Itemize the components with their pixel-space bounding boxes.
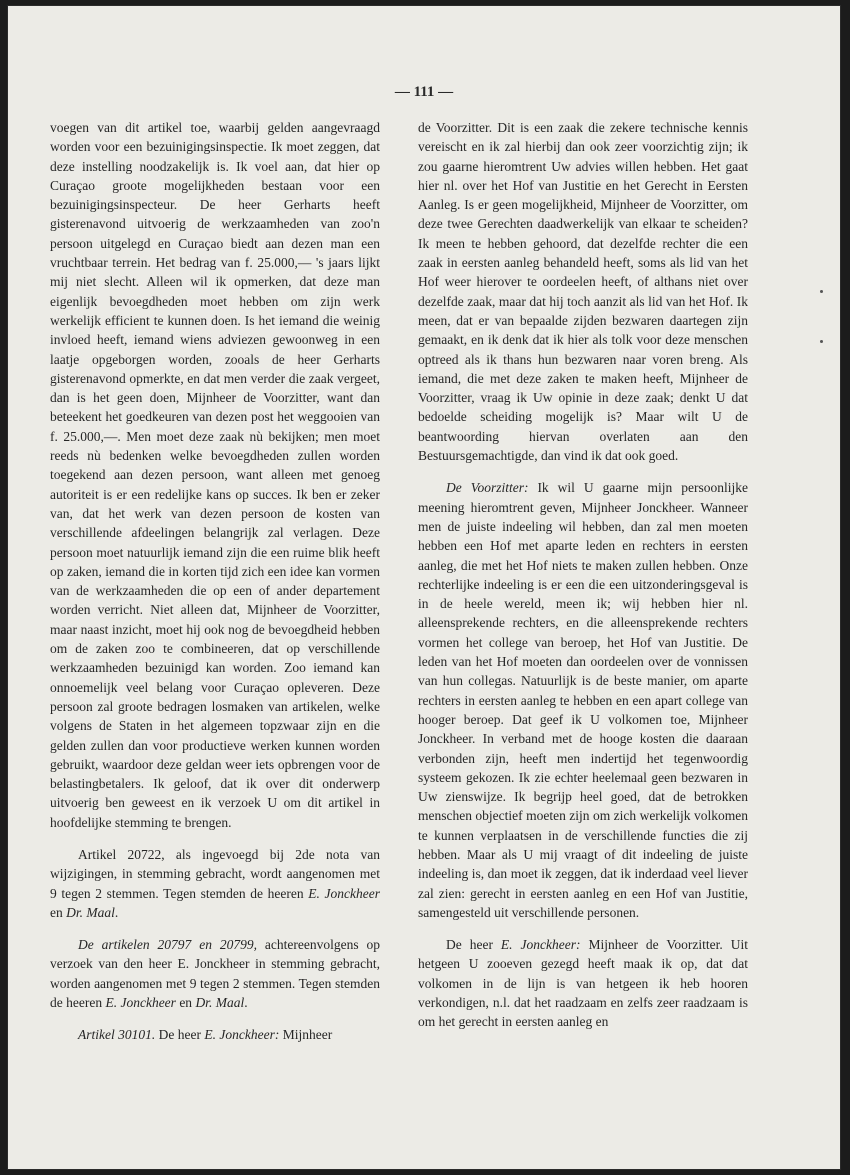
paragraph [418,118,748,465]
article-reference: De artikelen 20797 en 20799, [78,937,257,953]
paragraph-text: De heer [155,1027,205,1043]
right-column [418,118,748,1045]
member-name: E. Jonckheer [105,995,176,1011]
paragraph-text: De heer [446,937,501,953]
paragraph [418,935,748,1031]
conjunction: en [50,904,67,920]
member-name: Dr. Maal [195,995,245,1011]
speaker-name: De Voorzitter: [446,480,529,496]
paragraph-text: Mijnheer [279,1027,333,1043]
punctuation: . [244,995,248,1011]
scan-speck [820,340,823,343]
member-name: E. Jonckheer [308,885,380,901]
scan-speck [820,290,823,293]
paragraph [50,1025,380,1044]
punctuation: . [114,904,119,920]
paragraph-text: achtereenvolgens op verzoek van den heer E. Jonckheer in stemming gebracht, worden aangenomen met 9 tegen 2 stemmen. Tegen stemden de heeren [50,937,381,1011]
article-reference: Artikel 30101. [78,1027,156,1043]
paragraph [50,935,380,1012]
document-page [8,6,840,1169]
paragraph-text: voegen van dit artikel toe, waarbij gelden aangevraagd worden voor een bezuinigingsinspectie. Ik moet zeggen, dat deze instelling noodzakelijk is. Ik voel aan, dat hier op Curaçao groote mogelijkheden bestaan voor een bezuinigingsinspecteur. De heer Gerharts heeft gisterenavond uitvoerig de werkzaamheden van zoo'n persoon uitgelegd en Curaçao biedt aan dezen man een vruchtbaar terrein. Het bedrag van f. 25.000,— 's jaars lijkt mij niet slecht. Alleen wil ik opmerken, dat deze man eigenlijk bevoegdheden moet hebben om zijn werk werkelijk efficient te kunnen doen. Is het iemand die weinig invloed heeft, iemand wiens adviezen gewoonweg in een laatje opgeborgen worden, zooals de heer Gerharts gisterenavond opmerkte, en dat men verder die zaak vergeet, dan is het geen doen, Mijnheer de Voorzitter, want dan beteekent het goedkeuren van dezen post het weggooien van f. 25.000,—. Men moet deze zaak nù bekijken; men moet reeds nù bedenken welke bevoegdheden zullen worden toegekend aan dezen persoon, want alleen met genoeg autoriteit is er een redelijke kans op succes. Ik ben er zeker van, dat het werk van dezen persoon de kosten van verschillende afdeelingen belangrijk zal verlagen. Deze persoon moet natuurlijk iemand zijn die een ruime blik heeft op zaken, iemand die in korten tijd zich een idee kan vormen van de werkzaamheden die op een of ander departement worden verricht. Niet alleen dat, Mijnheer de Voorzitter, maar naast inzicht, moet hij ook nog de bevoegdheid hebben om de zaken zoo te combineeren, dat op verschillende werkzaamheden bezuinigd kan worden. Zoo iemand kan onnoemelijk veel belang voor Curaçao opleveren. Deze persoon zal groote bedragen losmaken van artikelen, welke volgens de Staten in het algemeen topzwaar zijn en die gelden zullen dan voor productieve werken kunnen worden gebruikt, waardoor deze geldan weer iets opbrengen voor de belastingbetalers. Ik geloof, dat ik over dit onderwerp uitvoerig ben geweest en ik verzoek U om dit artikel in hoofdelijke stemming te brengen. [50,120,380,830]
speaker-name: E. Jonckheer: [204,1027,280,1043]
paragraph-text: de Voorzitter. Dit is een zaak die zekere technische kennis vereischt en ik zal hierbij dan ook zeer voorzichtig zijn; ik zou gaarne hieromtrent Uw advies willen hebben. Het gaat hier nl. over het Hof van Justitie en het Gerecht in Eersten Aanleg. Is er geen mogelijkheid, Mijnheer de Voorzitter, om deze twee Gerechten daadwerkelijk van elkaar te scheiden? Ik meen te hebben gehoord, dat dezelfde rechter die een zaak in eersten aanleg behandeld heeft, soms als lid van het Hof weer hierover te oordeelen heeft, of althans niet over dezelfde zaak, maar dat hij toch aanzit als lid van het Hof. Ik meen, dat er van bepaalde zijden bezwaren daartegen zijn gemaakt, en ik denk dat ik hier als tolk voor deze menschen optreed als ik thans hun bezwaren naar voren breng. Als iemand, die met deze zaken te maken heeft, Mijnheer de Voorzitter, vraag ik Uw opinie in deze zaak; denkt U dat bedoelde scheiding mogelijk is? Maar wilt U de beantwoording hiervan overlaten aan den Bestuursgemachtigde, dan vind ik dat ook goed. [418,120,748,464]
paragraph [418,478,748,922]
page-number: — 111 — [394,84,454,100]
left-column [50,118,380,1058]
conjunction: en [175,995,196,1011]
paragraph-text: Ik wil U gaarne mijn persoonlijke meening hieromtrent geven, Mijnheer Jonckheer. Wanneer men de juiste indeeling wil hebben, dan zal men moeten hebben een Hof met aparte leden en rechters in eersten aanleg, die met het Hof niets te maken zullen hebben. Onze rechterlijke indeeling is er een die een uitzonderingsgeval is in de heele wereld, meen ik; wij hebben hier nl. alleensprekende rechters, en die alleensprekende rechters vormen het college van beroep, het Hof van Justitie. De leden van het Hof moeten dan oordeelen over de vonnissen van hun collegas. Natuurlijk is de beste manier, om aparte rechters in eersten aanleg te hebben en een apart college van hooger beroep. Dat geef ik U volkomen toe, Mijnheer Jonckheer. In verband met de hooge kosten die daaraan verbonden zijn, heeft men indertijd het tegenwoordig systeem gekozen. Ik zie echter heelemaal geen bezwaren in Uw zienswijze. Ik begrijp heel goed, dat de betrokken menschen objectief moeten zijn om zich werkelijk volkomen te kunnen verplaatsen in de verschillende functies die zij hebben. Maar als U mij vraagt of dit indeeling de juiste indeeling is, dan moet ik zeggen, dat ik inderdaad veel liever zal zien: gerecht in eersten aanleg en een Hof van Justitie, samengesteld uit verschillende personen. [418,480,748,920]
paragraph [50,118,380,832]
paragraph [50,845,380,922]
speaker-name: E. Jonckheer: [500,937,581,953]
paragraph-text: Artikel 20722, als ingevoegd bij 2de nota van wijzigingen, in stemming gebracht, wordt aangenomen met 9 tegen 2 stemmen. Tegen stemden de heeren [50,846,380,901]
member-name: Dr. Maal [66,904,115,920]
paragraph-text: Mijnheer de Voorzitter. Uit hetgeen U zooeven gezegd heeft maak ik op, dat dat volkomen in de lijn is van hetgeen ik heb hooren verkondigen, n.l. dat het raadzaam en zelfs zeer raadzaam is om het gerecht in eersten aanleg en [418,937,748,1030]
